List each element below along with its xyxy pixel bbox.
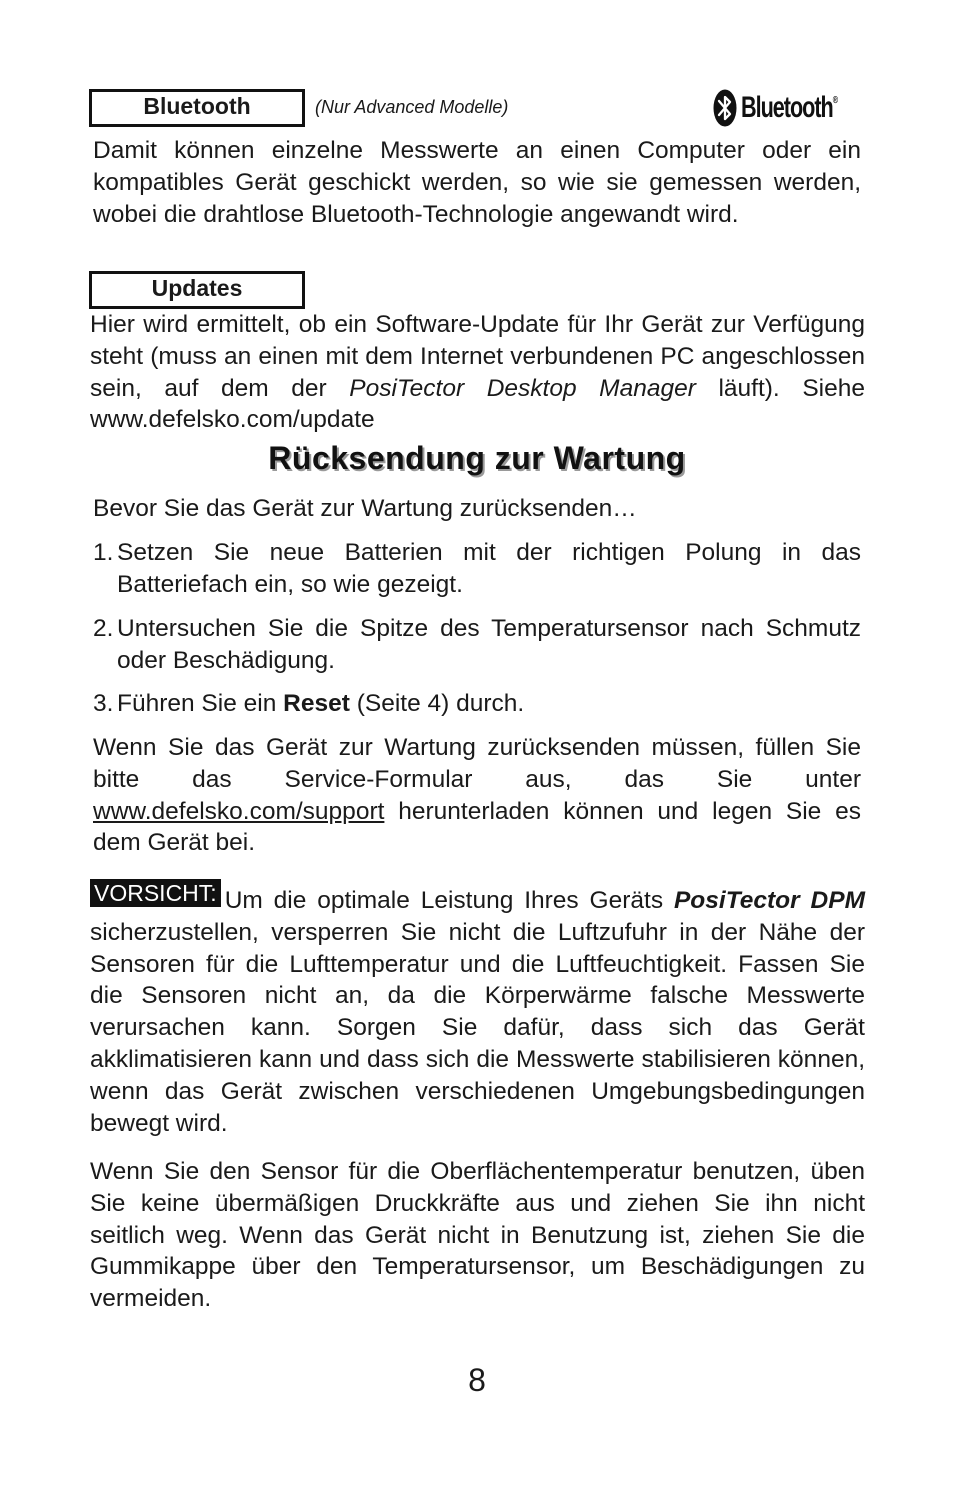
bluetooth-description: Damit können einzelne Messwerte an einen Computer oder ein kompatibles Gerät geschickt werden, so wie sie gemessen werden, wobei die drahtlose Bluetooth-Technologie angewandt wird. — [93, 137, 861, 228]
registered-mark: ® — [832, 95, 838, 106]
updates-label-box — [89, 271, 305, 309]
updates-description — [90, 309, 865, 436]
product-name: PosiTector DPM — [673, 887, 865, 914]
bluetooth-icon — [713, 89, 737, 127]
page-number: 8 — [468, 1362, 486, 1398]
support-link[interactable]: www.defelsko.com/support — [93, 797, 385, 825]
service-intro: Bevor Sie das Gerät zur Wartung zurücksenden… — [93, 495, 637, 522]
list-number: 1. — [93, 539, 114, 566]
updates-text-2: läuft). Siehe www.defelsko.com/update — [90, 374, 865, 434]
bluetooth-logo — [713, 88, 874, 128]
list-text: Untersuchen Sie die Spitze des Temperatursensor nach Schmutz oder Beschädigung. — [117, 615, 861, 674]
list-text: Führen Sie ein Reset (Seite 4) durch. — [117, 690, 525, 717]
bluetooth-label-box — [89, 89, 305, 127]
surface-sensor-paragraph: Wenn Sie den Sensor für die Oberflächentemperatur benutzen, üben Sie keine übermäßigen Druckkräfte aus und ziehen Sie ihn nicht seitlich weg. Wenn das Gerät nicht in Benutzung ist, ziehen Sie die Gummikappe über den Temperatursensor, um Beschädigungen zu vermeiden. — [90, 1158, 865, 1313]
advanced-models-note: (Nur Advanced Modelle) — [315, 97, 509, 117]
section-heading: Rücksendung zur Wartung — [268, 440, 686, 476]
caution-paragraph: VORSICHT: Um die optimale Leistung Ihres Geräts PosiTector DPM sicherzustellen, versperren Sie nicht die Luftzufuhr in der Nähe der Sensoren für die Lufttemperatur und die Luftfeuchtigkeit. Fassen Sie die Sensoren nicht an, da die Körperwärme falsche Messwerte verursachen kann. Sorgen Sie dafür, dass sich das Gerät akklimatisieren kann und dass sich die Messwerte stabilisieren können, wenn das Gerät zwischen verschiedenen Umgebungsbedingungen bewegt wird. — [90, 880, 865, 1137]
bluetooth-logo-text: Bluetooth® — [741, 91, 838, 124]
updates-text-1: Hier wird ermittelt, ob ein Software-Update für Ihr Gerät zur Verfügung steht (muss an einen mit dem Internet verbundenen PC angeschlossen sein, auf dem der — [90, 311, 865, 402]
desktop-manager-name: PosiTector Desktop Manager — [349, 374, 696, 402]
list-text: Setzen Sie neue Batterien mit der richtigen Polung in das Batteriefach ein, so wie gezeigt. — [117, 539, 861, 598]
list-number: 2. — [93, 615, 114, 642]
caution-badge: VORSICHT: — [90, 879, 221, 907]
list-item — [93, 613, 861, 677]
bluetooth-label: Bluetooth — [143, 93, 251, 119]
updates-label: Updates — [151, 275, 243, 301]
list-number: 3. — [93, 690, 114, 717]
list-item — [93, 688, 861, 720]
return-instructions: Wenn Sie das Gerät zur Wartung zurücksenden müssen, füllen Sie bitte das Service-Formular aus, das Sie unter www.defelsko.com/support herunterladen können und legen Sie es dem Gerät bei. — [93, 734, 861, 857]
reset-term: Reset — [283, 690, 350, 717]
list-item — [93, 537, 861, 601]
